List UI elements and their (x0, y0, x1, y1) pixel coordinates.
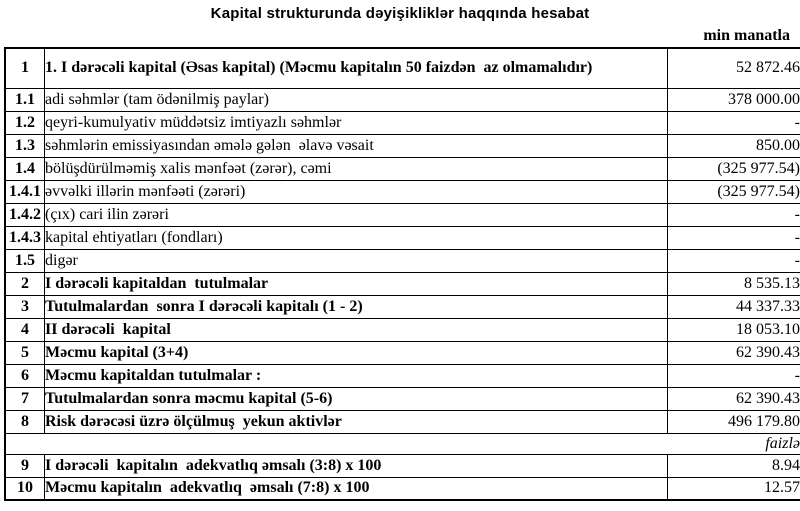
row-number: 1.4.1 (5, 180, 45, 203)
table-row (5, 477, 800, 500)
row-number: 1.1 (5, 88, 45, 111)
table-row (5, 295, 800, 318)
row-label: digər (45, 249, 668, 272)
row-label: bölüşdürülməmiş xalis mənfəət (zərər), cəmi (45, 157, 668, 180)
row-value: (325 977.54) (668, 180, 800, 203)
row-value: - (668, 364, 800, 387)
percent-unit-label: faizlə (5, 433, 800, 454)
row-number: 1.3 (5, 134, 45, 157)
row-label: kapital ehtiyatları (fondları) (45, 226, 668, 249)
row-value: 62 390.43 (668, 387, 800, 410)
row-value: 496 179.80 (668, 410, 800, 433)
row-number: 1.4 (5, 157, 45, 180)
row-number: 7 (5, 387, 45, 410)
table-row (5, 226, 800, 249)
row-value: 850.00 (668, 134, 800, 157)
row-label: II dərəcəli kapital (45, 318, 668, 341)
row-value: - (668, 203, 800, 226)
percent-unit-row (5, 433, 800, 454)
row-label: Tutulmalardan sonra məcmu kapital (5-6) (45, 387, 668, 410)
row-number: 5 (5, 341, 45, 364)
unit-label: min manatla (703, 27, 790, 44)
row-number: 2 (5, 272, 45, 295)
table-row (5, 341, 800, 364)
row-value: 8.94 (668, 454, 800, 477)
row-value: 18 053.10 (668, 318, 800, 341)
row-number: 1.4.3 (5, 226, 45, 249)
row-number: 9 (5, 454, 45, 477)
row-label: Risk dərəcəsi üzrə ölçülmuş yekun aktivlər (45, 410, 668, 433)
row-value: 52 872.46 (668, 48, 800, 88)
row-label: Məcmu kapitaldan tutulmalar : (45, 364, 668, 387)
row-value: - (668, 249, 800, 272)
row-label: Tutulmalardan sonra I dərəcəli kapitalı (1 - 2) (45, 295, 668, 318)
report-title: Kapital strukturunda dəyişikliklər haqqında hesabat (210, 5, 590, 22)
row-label: I dərəcəli kapitalın adekvatlıq əmsalı (3:8) x 100 (45, 454, 668, 477)
table-body (5, 48, 800, 500)
row-value: (325 977.54) (668, 157, 800, 180)
row-label: səhmlərin emissiyasından əmələ gələn əlavə vəsait (45, 134, 668, 157)
row-value: 12.57 (668, 477, 800, 500)
table-row (5, 249, 800, 272)
row-number: 1.4.2 (5, 203, 45, 226)
table-row (5, 454, 800, 477)
table-row (5, 111, 800, 134)
table-row (5, 318, 800, 341)
table-row (5, 180, 800, 203)
row-label: 1. I dərəcəli kapital (Əsas kapital) (Məcmu kapitalın 50 faizdən az olmamalıdır) (45, 48, 668, 88)
row-value: - (668, 226, 800, 249)
table-row (5, 272, 800, 295)
row-label: Məcmu kapitalın adekvatlıq əmsalı (7:8) x 100 (45, 477, 668, 500)
row-label: I dərəcəli kapitaldan tutulmalar (45, 272, 668, 295)
table-row (5, 48, 800, 88)
table-row (5, 387, 800, 410)
row-number: 1.2 (5, 111, 45, 134)
row-number: 1 (5, 48, 45, 88)
row-label: (çıx) cari ilin zərəri (45, 203, 668, 226)
row-value: 44 337.33 (668, 295, 800, 318)
row-number: 8 (5, 410, 45, 433)
row-number: 3 (5, 295, 45, 318)
row-label: qeyri-kumulyativ müddətsiz imtiyazlı səhmlər (45, 111, 668, 134)
table-row (5, 157, 800, 180)
row-label: adi səhmlər (tam ödənilmiş paylar) (45, 88, 668, 111)
row-value: - (668, 111, 800, 134)
row-number: 10 (5, 477, 45, 500)
table-row (5, 134, 800, 157)
row-value: 62 390.43 (668, 341, 800, 364)
row-label: əvvəlki illərin mənfəəti (zərəri) (45, 180, 668, 203)
row-value: 378 000.00 (668, 88, 800, 111)
row-value: 8 535.13 (668, 272, 800, 295)
row-number: 6 (5, 364, 45, 387)
table-row (5, 88, 800, 111)
capital-structure-table (4, 47, 800, 501)
table-row (5, 410, 800, 433)
row-label: Məcmu kapital (3+4) (45, 341, 668, 364)
row-number: 4 (5, 318, 45, 341)
table-row (5, 203, 800, 226)
row-number: 1.5 (5, 249, 45, 272)
table-row (5, 364, 800, 387)
